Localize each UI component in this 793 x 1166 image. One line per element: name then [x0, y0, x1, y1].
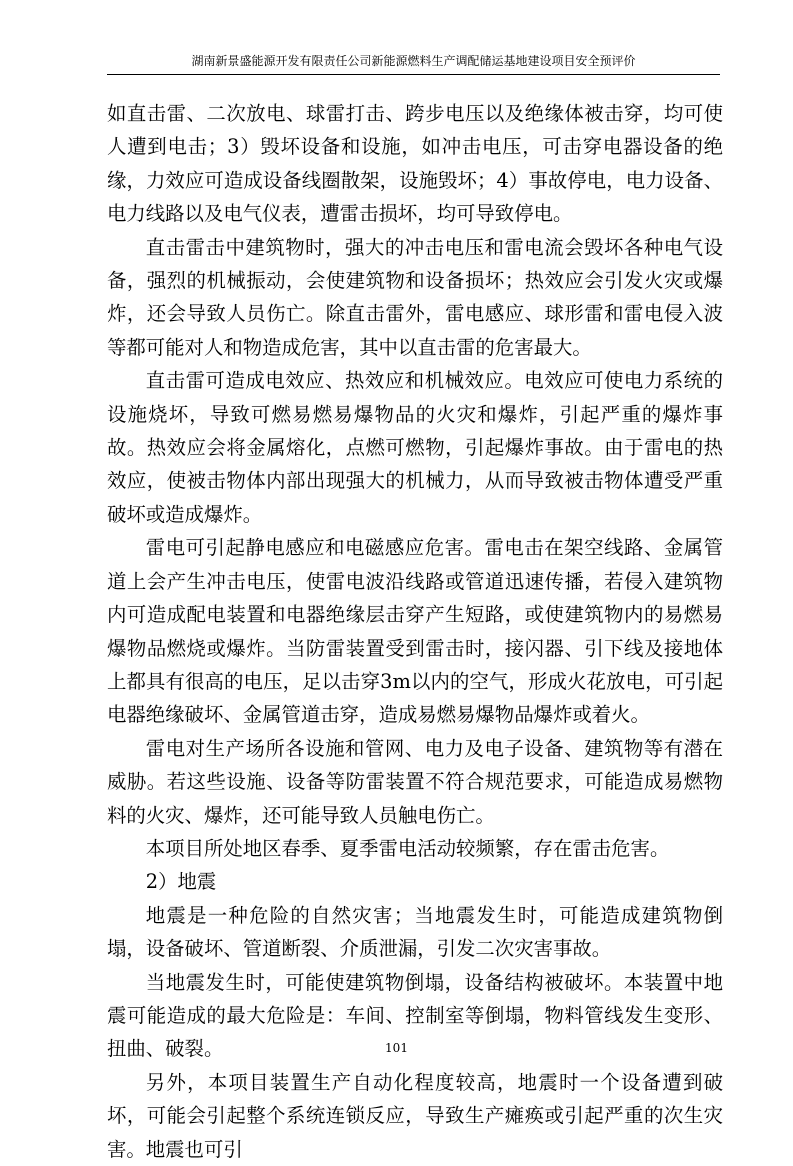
paragraph: 直击雷可造成电效应、热效应和机械效应。电效应可使电力系统的设施烧坏，导致可燃易燃易爆物品的火灾和爆炸，引起严重的爆炸事故。热效应会将金属熔化，点燃可燃物，引起爆炸事故。由于雷电的热效应，使被击物体内部出现强大的机械力，从而导致被击物体遭受严重破坏或造成爆炸。 — [107, 369, 723, 526]
section-heading: 2）地震 — [145, 870, 217, 894]
paragraph: 另外，本项目装置生产自动化程度较高，地震时一个设备遭到破坏，可能会引起整个系统连锁反应，导致生产瘫痪或引起严重的次生灾害。地震也可引 — [107, 1070, 723, 1161]
body-text — [107, 97, 723, 1166]
paragraph: 本项目所处地区春季、夏季雷电活动较频繁，存在雷击危害。 — [145, 836, 670, 860]
page-header: 湖南新景盛能源开发有限责任公司新能源燃料生产调配储运基地建设项目安全预评价 — [191, 54, 636, 68]
header-divider — [107, 74, 720, 75]
paragraph: 直击雷击中建筑物时，强大的冲击电压和雷电流会毁坏各种电气设备，强烈的机械振动，会使建筑物和设备损坏；热效应会引发火灾或爆炸，还会导致人员伤亡。除直击雷外，雷电感应、球形雷和雷电侵入波等都可能对人和物造成危害，其中以直击雷的危害最大。 — [107, 235, 723, 359]
paragraph: 如直击雷、二次放电、球雷打击、跨步电压以及绝缘体被击穿，均可使人遭到电击；3）毁坏设备和设施，如冲击电压，可击穿电器设备的绝缘，力效应可造成设备线圈散架，设施毁坏；4）事故停电，电力设备、电力线路以及电气仪表，遭雷击损坏，均可导致停电。 — [107, 102, 723, 226]
paragraph: 当地震发生时，可能使建筑物倒塌，设备结构被破坏。本装置中地震可能造成的最大危险是：车间、控制室等倒塌，物料管线发生变形、扭曲、破裂。 — [107, 970, 723, 1061]
page-number: 101 — [385, 1041, 408, 1055]
paragraph: 雷电可引起静电感应和电磁感应危害。雷电击在架空线路、金属管道上会产生冲击电压，使雷电波沿线路或管道迅速传播，若侵入建筑物内可造成配电装置和电器绝缘层击穿产生短路，或使建筑物内的易燃易爆物品燃烧或爆炸。当防雷装置受到雷击时，接闪器、引下线及接地体上都具有很高的电压，足以击穿3m以内的空气，形成火花放电，可引起电器绝缘破坏、金属管道击穿，造成易燃易爆物品爆炸或着火。 — [107, 536, 723, 727]
paragraph: 雷电对生产场所各设施和管网、电力及电子设备、建筑物等有潜在威胁。若这些设施、设备等防雷装置不符合规范要求，可能造成易燃物料的火灾、爆炸，还可能导致人员触电伤亡。 — [107, 736, 723, 827]
paragraph: 地震是一种危险的自然灾害；当地震发生时，可能造成建筑物倒塌，设备破坏、管道断裂、介质泄漏，引发二次灾害事故。 — [107, 903, 723, 961]
